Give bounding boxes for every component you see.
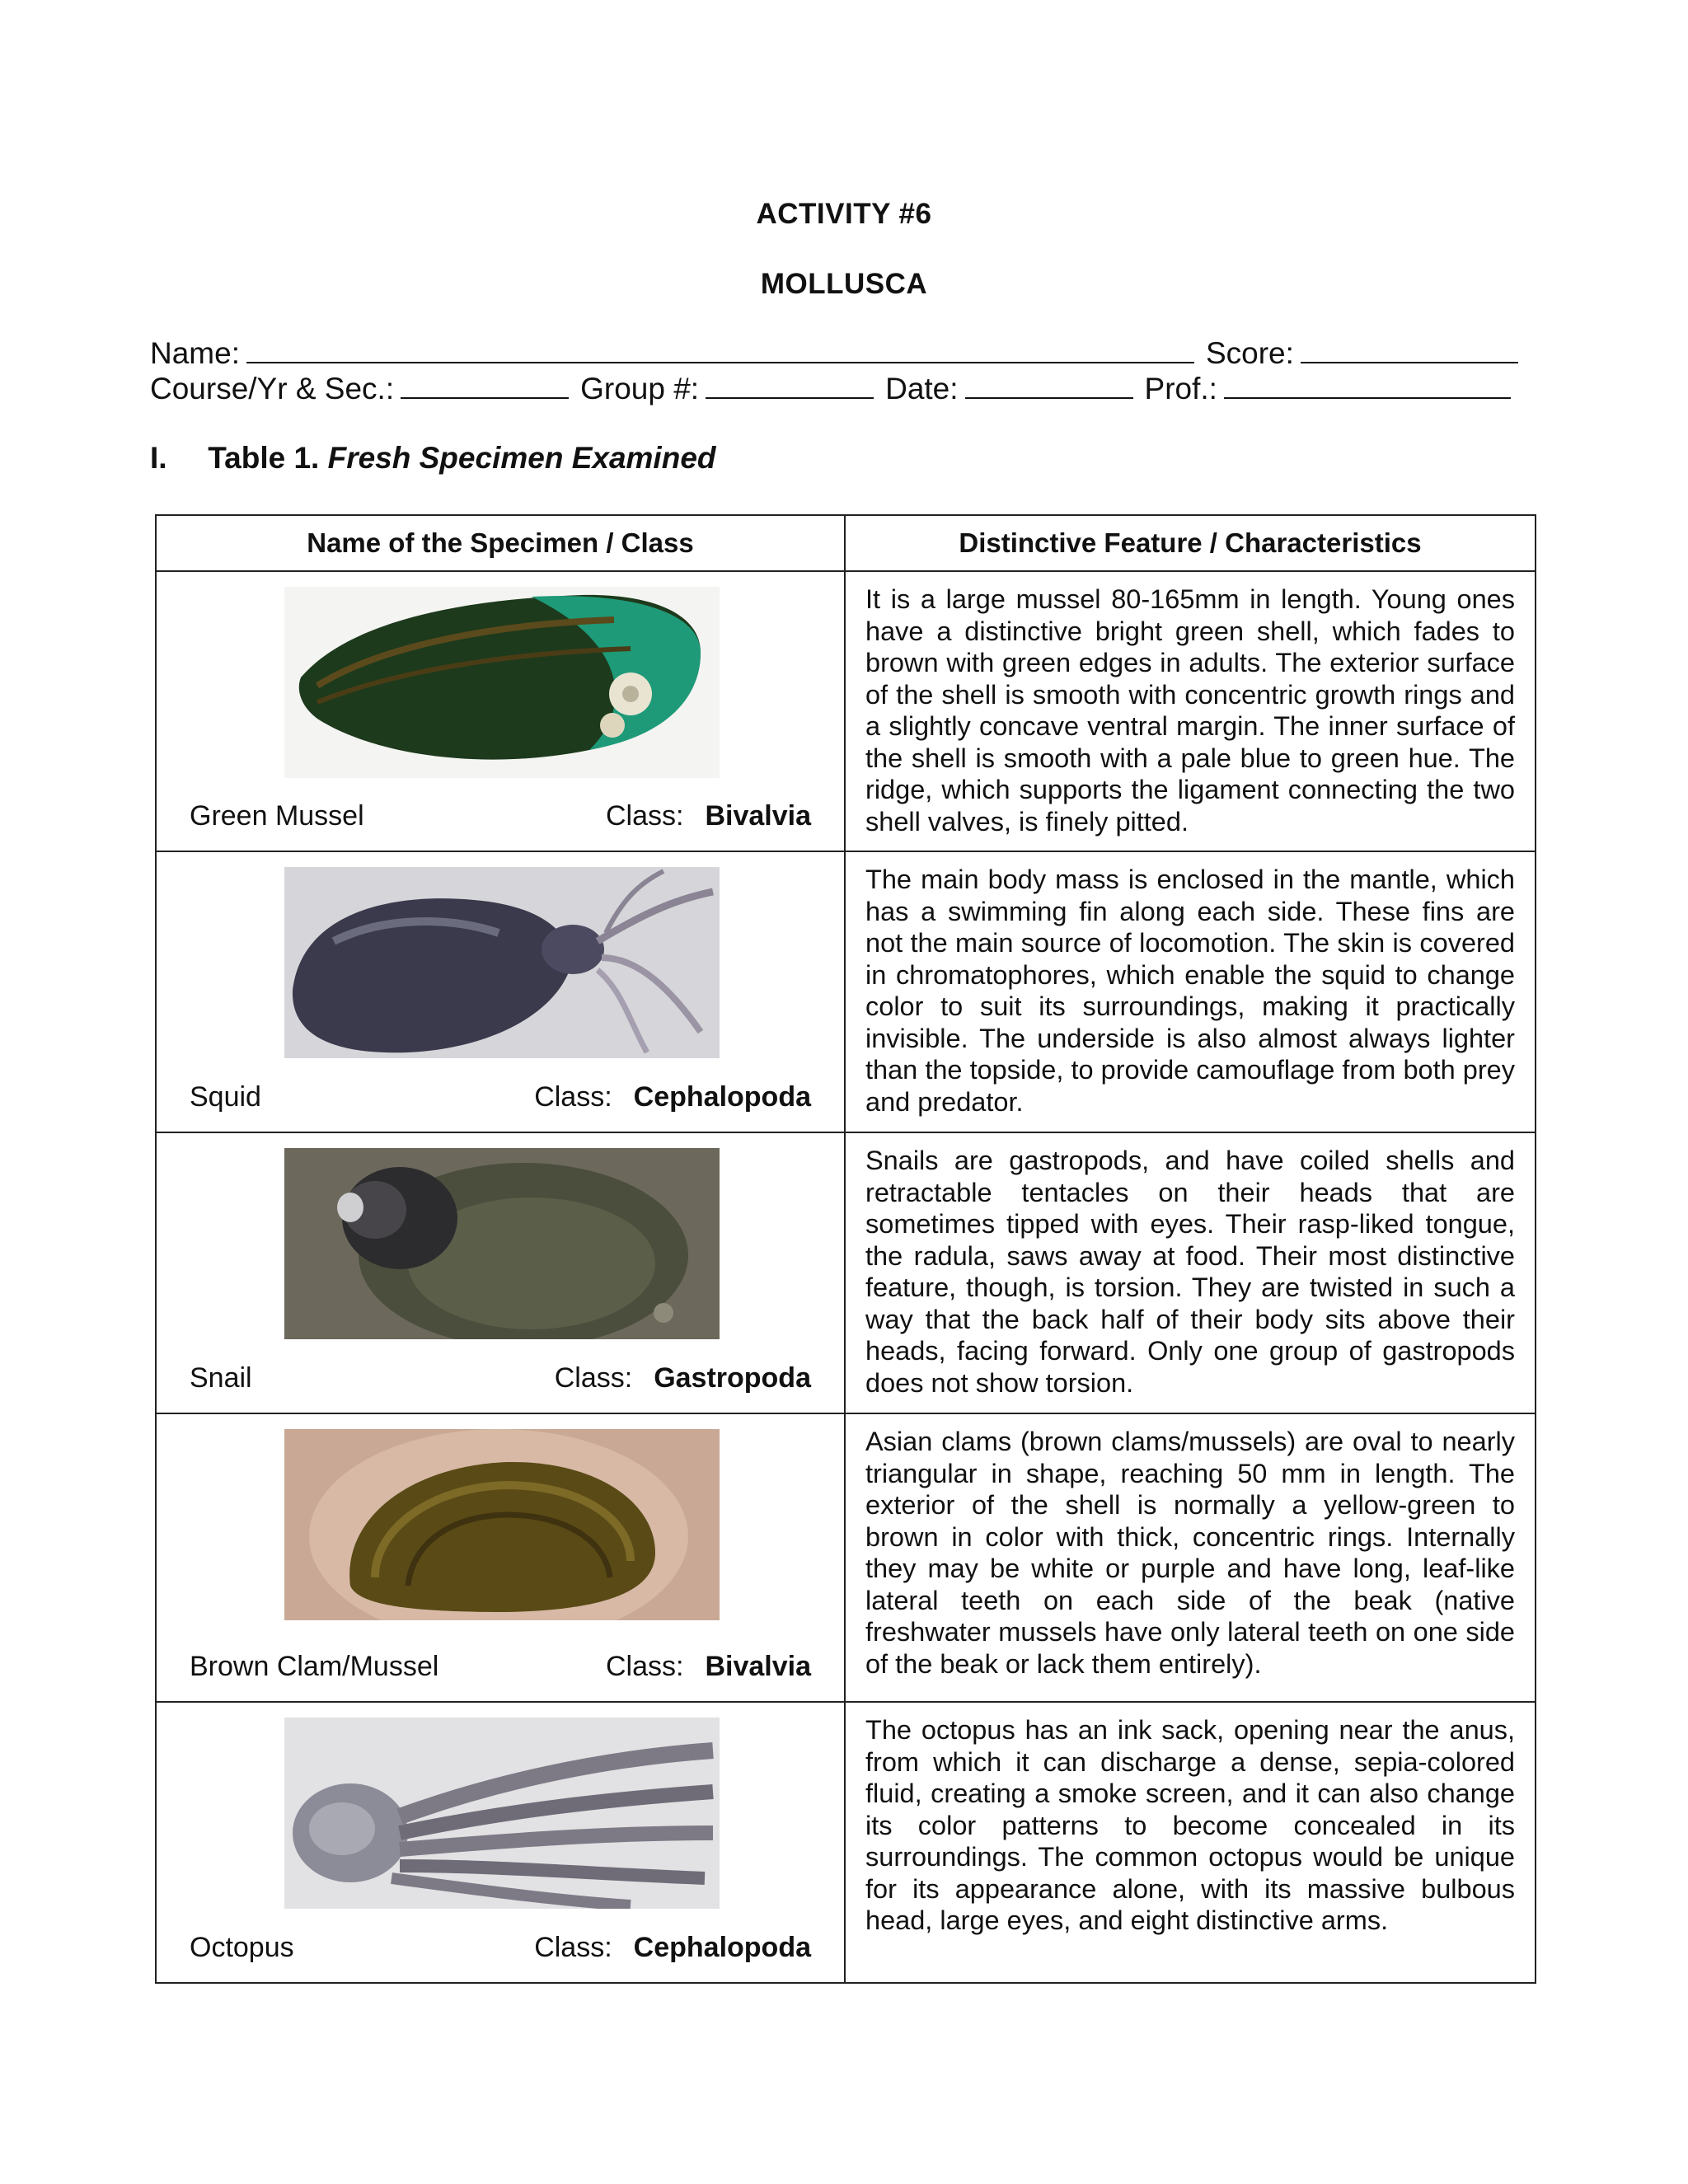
specimen-cell [156,851,845,1132]
table-row [156,571,1536,851]
specimen-description: Asian clams (brown clams/mussels) are oval to nearly triangular in shape, reaching 50 mm in length. The exterior of the shell is normally a yellow-green to brown in color with thick, concentric rings. Internally they may be white or purple and have long, leaf-like lateral teeth on each side of the beak (native freshwater mussels have only lateral teeth on one side of the beak or lack them entirely). [845,1413,1536,1702]
section-number: I. [150,441,167,475]
specimen-name-line [190,1651,811,1683]
group-label: Group #: [580,372,700,405]
table-row [156,1413,1536,1702]
group-field[interactable] [706,373,874,399]
course-field[interactable] [401,373,569,399]
topic-title: MOLLUSCA [760,268,928,300]
specimen-name: Octopus [190,1932,294,1963]
specimen-name-line [190,800,811,832]
specimen-name-line [190,1362,811,1394]
class-label: Class: [606,1651,684,1682]
class-value: Cephalopoda [633,1081,811,1113]
score-label: Score: [1205,336,1294,370]
specimen-name: Snail [190,1362,252,1394]
specimen-name-line [190,1932,811,1964]
specimen-description: Snails are gastropods, and have coiled shells and retractable tentacles on their heads that are sometimes tipped with eyes. Their rasp-liked tongue, the radula, saws away at food. Their most distinctive feature, though, is torsion. They are twisted in such a way that the back half of their body sits above their heads, facing forward. Only one group of gastropods does not show torsion. [845,1132,1536,1413]
name-label: Name: [150,336,240,370]
specimen-description: It is a large mussel 80-165mm in length. Young ones have a distinctive bright green shell, which fades to brown with green edges in adults. The exterior surface of the shell is smooth with concentric growth rings and a slightly concave ventral margin. The inner surface of the shell is smooth with a pale blue to green hue. The ridge, which supports the ligament connecting the two shell valves, is finely pitted. [845,571,1536,851]
class-label: Class: [534,1932,612,1963]
specimen-table [155,514,1536,1984]
table-header-row [156,515,1536,571]
activity-title: ACTIVITY #6 [756,198,932,230]
course-label: Course/Yr & Sec.: [150,372,395,405]
table-row [156,851,1536,1132]
class-label: Class: [554,1362,633,1394]
table-title: Fresh Specimen Examined [327,441,716,475]
squid-photo [284,867,720,1058]
class-value: Bivalvia [705,1651,811,1682]
name-score-row [150,336,1518,371]
green-mussel-photo [284,587,720,778]
snail-photo [284,1148,720,1339]
name-field[interactable] [246,337,1194,363]
specimen-description: The main body mass is enclosed in the mantle, which has a swimming fin along each side. These fins are not the main source of locomotion. The skin is covered in chromatophores, which enable the squid to change color to suit its surroundings, making it practically invisible. The underside is also almost always lighter than the topside, to provide camouflage from both prey and predator. [845,851,1536,1132]
class-value: Cephalopoda [633,1932,811,1963]
specimen-name: Squid [190,1081,261,1113]
table-label: Table 1. [208,441,320,475]
class-value: Gastropoda [654,1362,811,1394]
specimen-name: Green Mussel [190,800,364,832]
specimen-description: The octopus has an ink sack, opening near the anus, from which it can discharge a dense, sepia-colored fluid, creating a smoke screen, and it can also change its color patterns to become concealed in its surroundings. The common octopus would be unique for its appearance alone, with its massive bulbous head, large eyes, and eight distinctive arms. [845,1702,1536,1983]
section-heading [150,441,716,476]
table-row [156,1702,1536,1983]
prof-label: Prof.: [1144,372,1217,405]
date-label: Date: [885,372,959,405]
specimen-cell [156,1413,845,1702]
course-info-row [150,372,1518,406]
table-row [156,1132,1536,1413]
score-field[interactable] [1301,337,1518,363]
class-label: Class: [534,1081,612,1113]
specimen-cell [156,571,845,851]
class-value: Bivalvia [705,800,811,832]
specimen-name-line [190,1081,811,1113]
specimen-cell [156,1132,845,1413]
header-specimen: Name of the Specimen / Class [156,515,845,571]
prof-field[interactable] [1224,373,1511,399]
date-field[interactable] [965,373,1133,399]
specimen-name: Brown Clam/Mussel [190,1651,439,1682]
class-label: Class: [606,800,684,832]
header-features: Distinctive Feature / Characteristics [845,515,1536,571]
brown-clam-photo [284,1429,720,1620]
specimen-cell [156,1702,845,1983]
octopus-photo [284,1718,720,1909]
